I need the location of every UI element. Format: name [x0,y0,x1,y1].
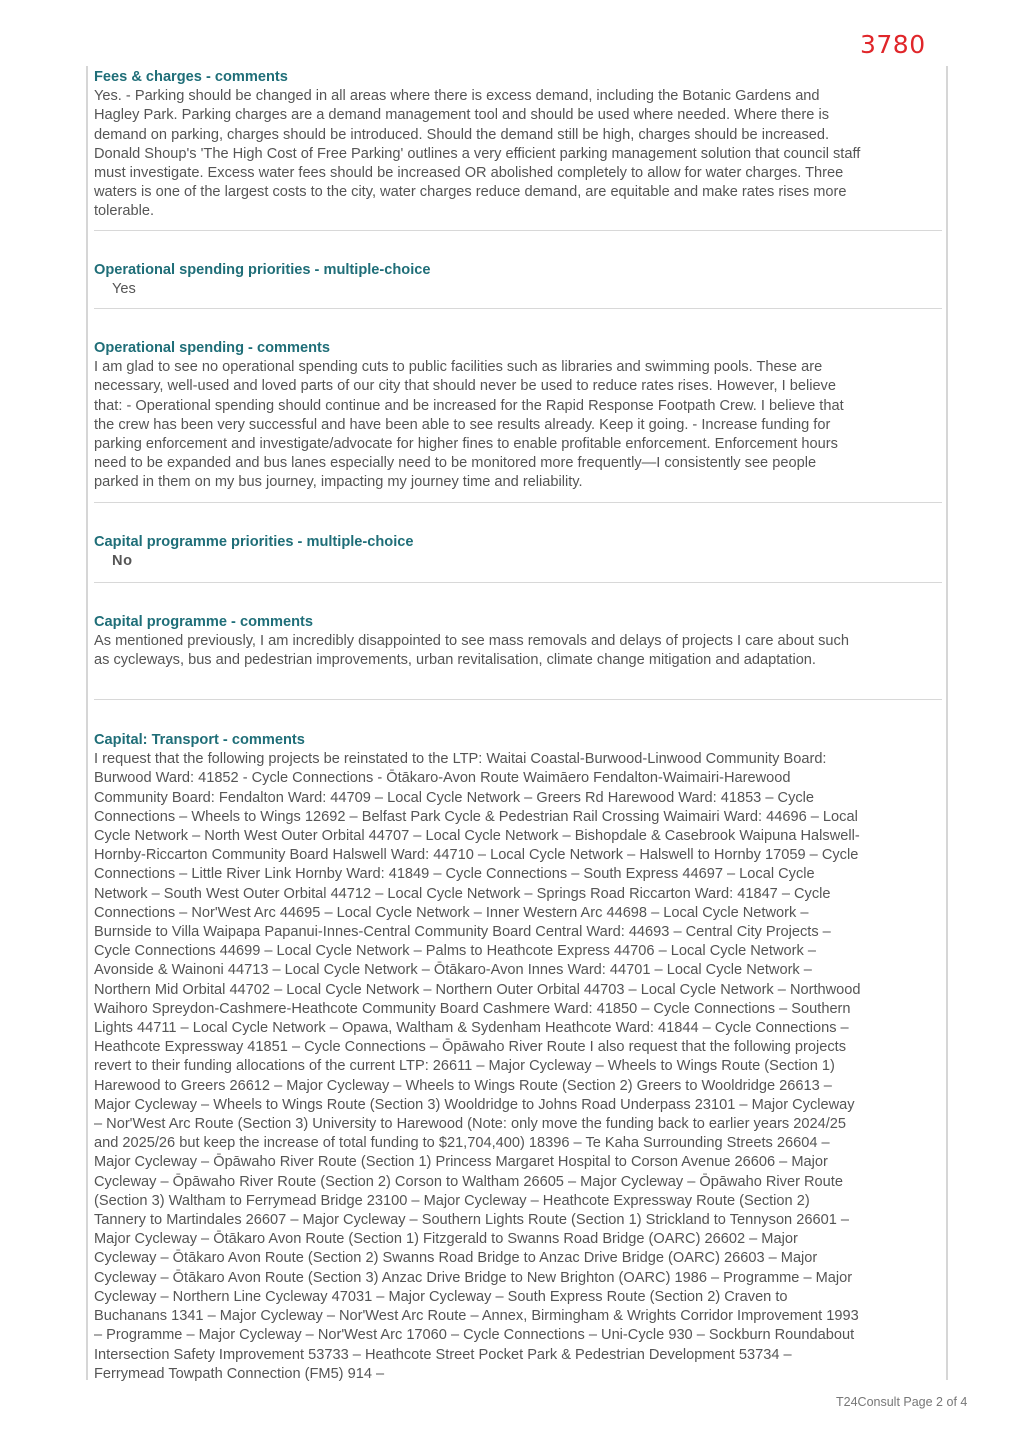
section-capital-priorities [94,503,942,583]
section-capital-comments [94,583,942,700]
section-heading: Capital programme - comments [94,614,313,630]
section-comment-text: Yes. - Parking should be changed in all areas where there is excess demand, including the Botanic Gardens and Hagley Park. Parking charges are a demand management tool and should be used where needed. Where there is demand on parking, charges should be introduced. Should the demand still be high, charges should be increased. Donald Shoup's 'The High Cost of Free Parking' outlines a very efficient parking management solution that council staff must investigate. Excess water fees should be increased OR abolished completely to allow for water charges. Three waters is one of the largest costs to the city, water charges reduce demand, are equitable and make rates rises more tolerable. [94,88,861,220]
section-heading: Capital programme priorities - multiple-choice [94,534,414,550]
section-heading: Operational spending priorities - multiple-choice [94,262,431,278]
section-comment-text: I am glad to see no operational spending cuts to public facilities such as libraries and swimming pools. These are necessary, well-used and loved parts of our city that should never be used to reduce rates rises. However, I believe that: - Operational spending should continue and be increased for the Rapid Response Footpath Crew. I believe that the crew has been very successful and have been able to see results already. Keep it going. - Increase funding for parking enforcement and investigate/advocate for higher fines to enable profitable enforcement. Enforcement hours need to be expanded and bus lanes especially need to be monitored more frequently—I consistently see people parked in them on my bus journey, impacting my journey time and reliability. [94,359,844,491]
section-fees-charges [94,66,942,231]
section-capital-transport [94,700,942,1384]
content-frame [86,66,948,1380]
sections [94,66,942,1384]
section-heading: Operational spending - comments [94,340,330,356]
section-operational-priorities [94,231,942,309]
section-heading: Fees & charges - comments [94,69,288,85]
section-comment-text: As mentioned previously, I am incredibly disappointed to see mass removals and delays of projects I care about such as cycleways, bus and pedestrian improvements, urban revitalisation, climate change mitigation and adaptation. [94,633,849,669]
page-footer: T24Consult Page 2 of 4 [836,1395,968,1409]
section-operational-comments [94,309,942,503]
page-number: 3780 [860,30,926,59]
section-comment-text: I request that the following projects be reinstated to the LTP: Waitai Coastal-Burwood-Linwood Community Board: Burwood Ward: 41852 - Cycle Connections - Ōtākaro-Avon Route Waimāero Fendalton-Waimairi-Harewood Community Board: Fendalton Ward: 44709 – Local Cycle Network – Greers Rd Harewood Ward: 41853 – Cycle Connections – Wheels to Wings 12692 – Belfast Park Cycle & Pedestrian Rail Crossing Waimairi Ward: 44696 – Local Cycle Network – North West Outer Orbital 44707 – Local Cycle Network – Bishopdale & Casebrook Waipuna Halswell-Hornby-Riccarton Community Board Halswell Ward: 44710 – Local Cycle Network – Halswell to Hornby 17059 – Cycle Connections – Little River Link Hornby Ward: 41849 – Cycle Connections – South Express 44697 – Local Cycle Network – South West Outer Orbital 44712 – Local Cycle Network – Springs Road Riccarton Ward: 41847 – Cycle Connections – Nor'West Arc 44695 – Local Cycle Network – Inner Western Arc 44698 – Local Cycle Network – Burnside to Villa Waipapa Papanui-Innes-Central Community Board Central Ward: 44693 – Central City Projects – Cycle Connections 44699 – Local Cycle Network – Palms to Heathcote Express 44706 – Local Cycle Network – Avonside & Wainoni 44713 – Local Cycle Network – Ōtākaro-Avon Innes Ward: 44701 – Local Cycle Network – Northern Mid Orbital 44702 – Local Cycle Network – Northern Outer Orbital 44703 – Local Cycle Network – Northwood Waihoro Spreydon-Cashmere-Heathcote Community Board Cashmere Ward: 41850 – Cycle Connections – Southern Lights 44711 – Local Cycle Network – Opawa, Waltham & Sydenham Heathcote Ward: 41844 – Cycle Connections – Heathcote Expressway 41851 – Cycle Connections – Ōpāwaho River Route I also request that the following projects revert to their funding allocations of the current LTP: 26611 – Major Cycleway – Wheels to Wings Route (Section 1) Harewood to Greers 26612 – Major Cycleway – Wheels to Wings Route (Section 2) Greers to Wooldridge 26613 – Major Cycleway – Wheels to Wings Route (Section 3) Wooldridge to Johns Road Underpass 23101 – Major Cycleway – Nor'West Arc Route (Section 3) University to Harewood (Note: only move the funding back to earlier years 2024/25 and 2025/26 but keep the increase of total funding to $21,704,400) 18396 – Te Kaha Surrounding Streets 26604 – Major Cycleway – Ōpāwaho River Route (Section 1) Princess Margaret Hospital to Corson Avenue 26606 – Major Cycleway – Ōpāwaho River Route (Section 2) Corson to Waltham 26605 – Major Cycleway – Ōpāwaho River Route (Section 3) Waltham to Ferrymead Bridge 23100 – Major Cycleway – Heathcote Expressway Route (Section 2) Tannery to Martindales 26607 – Major Cycleway – Southern Lights Route (Section 1) Strickland to Tennyson 26601 – Major Cycleway – Ōtākaro Avon Route (Section 1) Fitzgerald to Swanns Road Bridge (OARC) 26602 – Major Cycleway – Ōtākaro Avon Route (Section 2) Swanns Road Bridge to Anzac Drive Bridge (OARC) 26603 – Major Cycleway – Ōtākaro Avon Route (Section 3) Anzac Drive Bridge to New Brighton (OARC) 1986 – Programme – Major Cycleway – Northern Line Cycleway 47031 – Major Cycleway – South Express Route (Section 2) Craven to Buchanans 1341 – Major Cycleway – Nor'West Arc Route – Annex, Birmingham & Wrights Corridor Improvement 1993 – Programme – Major Cycleway – Nor'West Arc 17060 – Cycle Connections – Uni-Cycle 930 – Sockburn Roundabout Intersection Safety Improvement 53733 – Heathcote Street Pocket Park & Pedestrian Development 53734 – Ferrymead Towpath Connection (FM5) 914 – [94,751,861,1382]
choice-answer: Yes [112,281,136,298]
section-heading: Capital: Transport - comments [94,732,305,748]
choice-answer: No [112,553,133,570]
